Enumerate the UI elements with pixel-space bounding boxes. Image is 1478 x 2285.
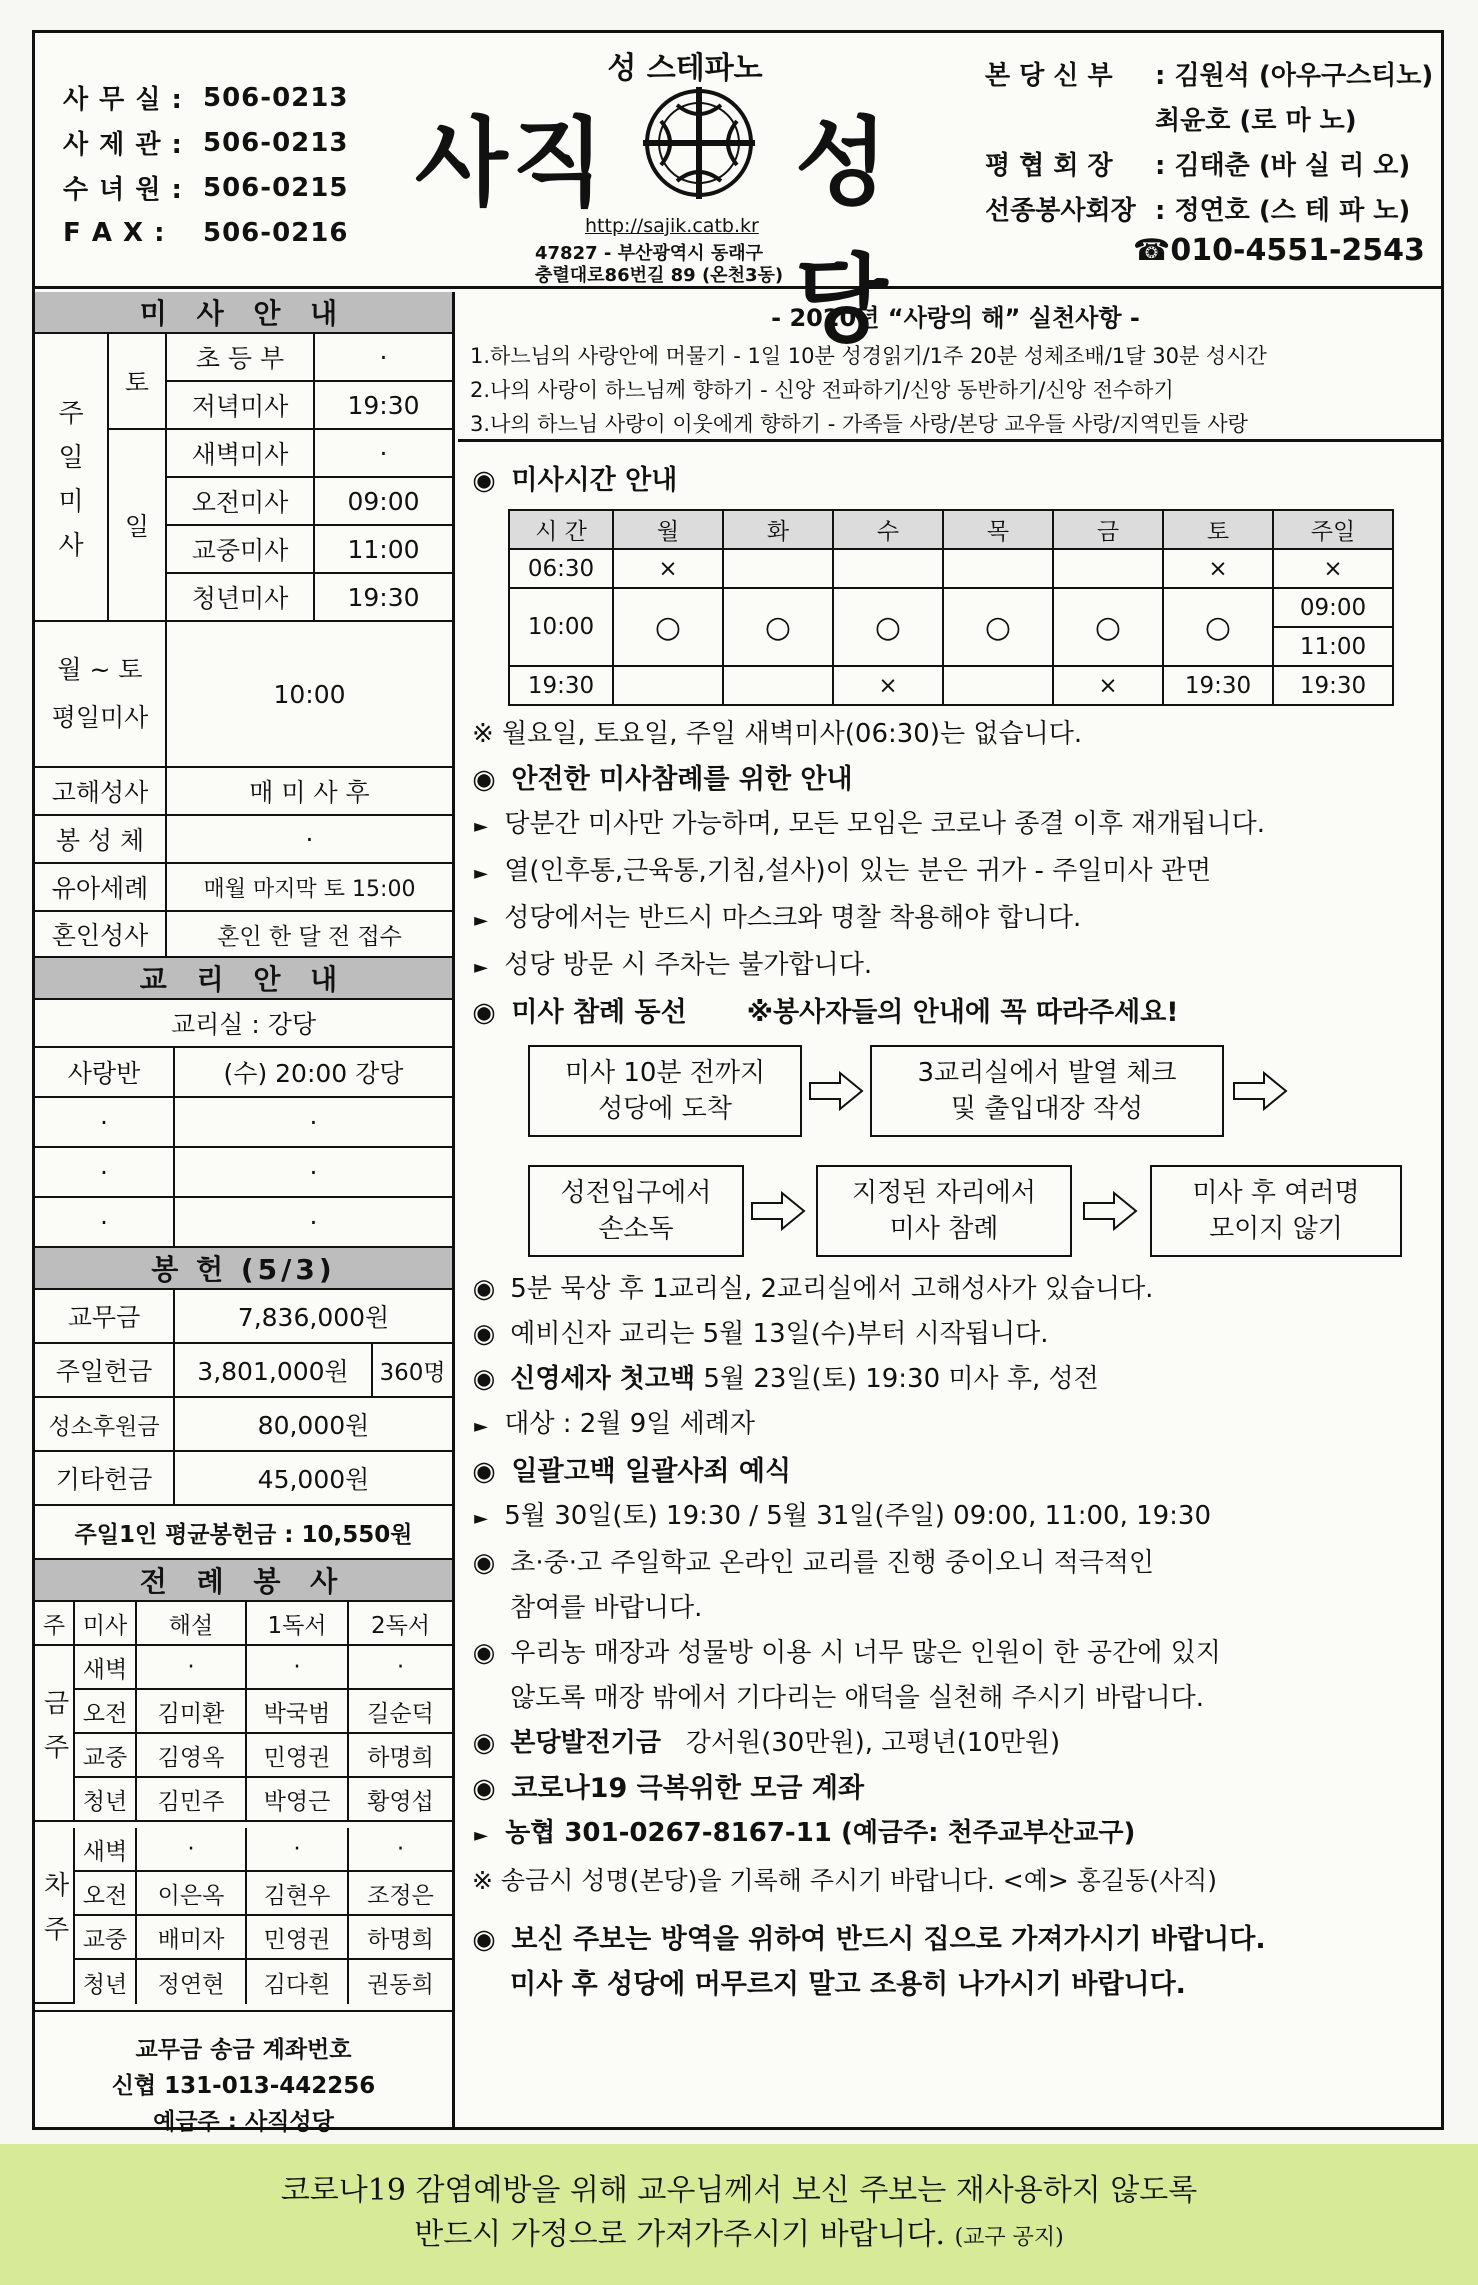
store-notice: ◉ 우리농 매장과 성물방 이용 시 너무 많은 인원이 한 공간에 있지	[466, 1631, 1441, 1676]
mass-name: 오전미사	[167, 478, 315, 526]
church-name-left: 사직	[415, 107, 609, 219]
offering-grid	[35, 1290, 452, 1560]
triangle-right-icon: ►	[474, 910, 488, 931]
offering-name: 교무금	[35, 1290, 175, 1344]
liturgy-cell: 배미자	[137, 1916, 247, 1960]
liturgy-cell: 황영섭	[349, 1778, 452, 1822]
triangle-right-icon: ►	[474, 816, 488, 837]
mass-name: 저녁미사	[167, 382, 315, 430]
service-name: 고해성사	[35, 768, 167, 816]
practice-box	[458, 292, 1441, 442]
average-offering: 주일1인 평균봉헌금 : 10,550원	[74, 1521, 413, 1548]
liturgy-cell: 권동희	[367, 1971, 434, 1998]
practice-item: 2.나의 사랑이 하느님께 향하기 - 신앙 전파하기/신앙 동반하기/신앙 전수하기	[470, 378, 1174, 402]
triangle-right-icon: ►	[474, 863, 488, 884]
right-column	[458, 292, 1441, 2007]
service-value: 매월 마지막 토 15:00	[167, 864, 452, 912]
flow-diagram	[466, 1035, 1441, 1267]
flow-step-seat: 지정된 자리에서 미사 참례	[816, 1165, 1072, 1257]
triangle-right-icon: ►	[474, 957, 488, 978]
table-header-row: 시 간 월 화 수 목 금 토 주일	[509, 510, 1393, 549]
patron-saint: 성 스테파노	[607, 51, 763, 86]
bullseye-icon: ◉	[472, 1728, 496, 1758]
offering-value: 7,836,000원	[175, 1290, 452, 1344]
store-notice-2: 않도록 매장 밖에서 기다리는 애덕을 실천해 주시기 바랍니다.	[510, 1683, 1205, 1713]
flow-step-arrive: 미사 10분 전까지 성당에 도착	[528, 1045, 802, 1137]
marriage-row	[35, 912, 452, 958]
table-row: 19:30 × × 19:30 19:30	[509, 666, 1393, 705]
liturgy-cell: 정연현	[137, 1960, 247, 2004]
footer-line-1: 코로나19 감염예방을 위해 교우님께서 보신 주보는 재사용하지 않도록	[280, 2173, 1198, 2208]
liturgy-cell: 새벽	[75, 1646, 137, 1690]
liturgy-title: 전 례 봉 사	[35, 1560, 452, 1602]
first-confession-notice: ◉ 신영세자 첫고백 5월 23일(토) 19:30 미사 후, 성전	[466, 1357, 1441, 1402]
bullseye-icon: ◉	[472, 1638, 496, 1668]
mass-name: 청년미사	[167, 574, 315, 622]
service-value: 혼인 한 달 전 접수	[217, 923, 402, 950]
mass-name: 교중미사	[167, 526, 315, 574]
flow-note: ※봉사자들의 안내에 꼭 따라주세요!	[746, 997, 1179, 1028]
liturgy-cell: ·	[247, 1646, 349, 1690]
sunday-label: 일	[109, 430, 167, 622]
contact-fax: F A X : 506-0216	[63, 217, 349, 248]
liturgy-cell: 새벽	[75, 1828, 137, 1872]
safety-item: ► 당분간 미사만 가능하며, 모든 모임은 코로나 종결 이후 재개됩니다.	[466, 802, 1441, 849]
service-value: ·	[167, 816, 452, 864]
flow-step-sanitize: 성전입구에서 손소독	[528, 1165, 744, 1257]
offering-name: 기타헌금	[35, 1452, 175, 1506]
address: 47827 - 부산광역시 동래구 충렬대로86번길 89 (온천3동)	[535, 243, 784, 286]
doctrine-grid	[35, 1000, 452, 1248]
account-title: 교무금 송금 계좌번호	[135, 2037, 352, 2063]
bulletin-page	[32, 30, 1444, 2135]
sunday-school-notice: ◉ 초·중·고 주일학교 온라인 교리를 진행 중이오니 적극적인	[466, 1541, 1441, 1586]
footer-source: (교구 공지)	[954, 2225, 1064, 2250]
liturgy-cell: ·	[137, 1646, 247, 1690]
first-confession-target: ► 대상 : 2월 9일 세례자	[466, 1402, 1441, 1449]
bullseye-icon: ◉	[472, 1364, 496, 1394]
left-column	[35, 292, 455, 2135]
doctrine-class-name: ·	[35, 1098, 175, 1148]
flow-step-leave: 미사 후 여러명 모이지 않기	[1150, 1165, 1402, 1257]
general-absolution-time: ► 5월 30일(토) 19:30 / 5월 31일(주일) 09:00, 11:00, 19:30	[466, 1494, 1441, 1541]
clergy-list	[985, 51, 1433, 231]
mass-time: 11:00	[315, 526, 452, 574]
sunday-school-notice-2: 참여를 바랍니다.	[510, 1593, 703, 1623]
offering-name: 주일헌금	[35, 1344, 175, 1398]
mass-time: 09:00	[315, 478, 452, 526]
bulletin-notice: ◉ 보신 주보는 방역을 위하여 반드시 집으로 가져가시기 바랍니다.	[466, 1917, 1441, 1962]
liturgy-grid	[35, 1602, 452, 2012]
arrow-right-icon	[750, 1191, 806, 1231]
liturgy-header-cell: 주	[35, 1602, 75, 1646]
flow-step-fever-check: 3교리실에서 발열 체크 및 출입대장 작성	[870, 1045, 1224, 1137]
liturgy-cell: 박국범	[247, 1690, 349, 1734]
cross-logo-icon	[639, 83, 759, 203]
doctrine-class-time: ·	[309, 1207, 318, 1237]
liturgy-cell: 교중	[75, 1734, 137, 1778]
contact-list	[63, 75, 348, 255]
bullseye-icon: ◉	[472, 997, 496, 1028]
table-row: 06:30 × × ×	[509, 549, 1393, 588]
doctrine-class-name: 사랑반	[35, 1048, 175, 1098]
mass-time: 19:30	[315, 574, 452, 622]
triangle-right-icon: ►	[474, 1416, 488, 1437]
no-dawn-mass-note: ※ 월요일, 토요일, 주일 새벽미사(06:30)는 없습니다.	[472, 719, 1083, 749]
doctrine-class-name: ·	[35, 1148, 175, 1198]
website-link[interactable]: http://sajik.catb.kr	[585, 215, 759, 237]
triangle-right-icon: ►	[474, 1825, 488, 1846]
liturgy-cell: 김영옥	[137, 1734, 247, 1778]
safety-item: ► 열(인후통,근육통,기침,설사)이 있는 분은 귀가 - 주일미사 관면	[466, 849, 1441, 896]
arrow-right-icon	[808, 1071, 864, 1111]
contact-office: 사 무 실 : 506-0213	[63, 82, 349, 115]
offering-value: 45,000원	[175, 1452, 452, 1506]
liturgy-header-cell: 미사	[75, 1602, 137, 1646]
liturgy-header-cell: 2독서	[349, 1602, 452, 1646]
offering-name: 성소후원금	[35, 1398, 175, 1452]
doctrine-title: 교 리 안 내	[35, 958, 452, 1000]
liturgy-cell: 김현우	[247, 1872, 349, 1916]
contact-convent: 수 녀 원 : 506-0215	[63, 172, 349, 205]
practice-title: - 2020년 “사랑의 해” 실천사항 -	[771, 304, 1140, 332]
doctrine-room: 교리실 : 강당	[35, 1000, 452, 1048]
mass-time: ·	[315, 334, 452, 382]
account-number: 신협 131-013-442256	[111, 2073, 376, 2099]
liturgy-cell: 청년	[75, 1778, 137, 1822]
notices	[458, 442, 1441, 2007]
offering-title: 봉 헌 (5/3)	[35, 1248, 452, 1290]
doctrine-class-time: ·	[175, 1098, 452, 1148]
phone-number: ☎010-4551-2543	[1133, 233, 1425, 268]
liturgy-cell: ·	[247, 1828, 349, 1872]
liturgy-cell: 조정은	[349, 1872, 452, 1916]
service-name: 유아세례	[35, 864, 167, 912]
bullseye-icon: ◉	[472, 1548, 496, 1578]
mass-time-heading: ◉ 미사시간 안내	[466, 458, 1441, 503]
liturgy-cell: ·	[349, 1828, 452, 1872]
arrow-right-icon	[1232, 1071, 1288, 1111]
remittance-note: ※ 송금시 성명(본당)을 기록해 주시기 바랍니다. <예> 홍길동(사직)	[472, 1866, 1218, 1895]
church-name-right: 성당	[795, 107, 892, 356]
liturgy-cell: 교중	[75, 1916, 137, 1960]
liturgy-cell: 민영권	[247, 1916, 349, 1960]
bulletin-notice-2: 미사 후 성당에 머무르지 말고 조용히 나가시기 바랍니다.	[510, 1969, 1186, 2000]
liturgy-cell: ·	[137, 1828, 247, 1872]
safety-heading: ◉ 안전한 미사참례를 위한 안내	[466, 757, 1441, 802]
sunday-mass-label: 주 일 미 사	[35, 334, 109, 622]
triangle-right-icon: ►	[474, 1508, 488, 1529]
service-name: 혼인성사	[35, 912, 167, 956]
doctrine-class-time: ·	[175, 1148, 452, 1198]
mass-time: 19:30	[315, 382, 452, 430]
footer-line-2: 반드시 가정으로 가져가주시기 바랍니다. (교구 공지)	[414, 2217, 1064, 2252]
development-fund-notice: ◉ 본당발전기금 강서원(30만원), 고평년(10만원)	[466, 1721, 1441, 1766]
safety-item: ► 성당 방문 시 주차는 불가합니다.	[466, 943, 1441, 990]
bullseye-icon: ◉	[472, 465, 496, 496]
liturgy-week-label: 금주	[35, 1646, 75, 1822]
mass-name: 초 등 부	[167, 334, 315, 382]
weekday-mass-label: 월 ~ 토 평일미사	[35, 622, 167, 768]
liturgy-cell: 오전	[75, 1872, 137, 1916]
doctrine-class-time: (수) 20:00 강당	[175, 1048, 452, 1098]
saturday-label: 토	[109, 334, 167, 430]
bullseye-icon: ◉	[472, 1924, 496, 1955]
offering-value: 80,000원	[175, 1398, 452, 1452]
liturgy-cell: 하명희	[349, 1734, 452, 1778]
bullseye-icon: ◉	[472, 1773, 496, 1804]
clergy-assistant: 최윤호 (로 마 노)	[1155, 106, 1357, 136]
table-row: 11:00	[509, 627, 1393, 666]
practice-item: 1.하느님의 사랑안에 머물기 - 1일 10분 성경읽기/1주 20분 성체조배/1달 30분 성시간	[470, 344, 1267, 368]
mass-guide-grid	[35, 334, 452, 912]
catechumen-notice: ◉ 예비신자 교리는 5월 13일(수)부터 시작됩니다.	[466, 1312, 1441, 1357]
liturgy-cell: 오전	[75, 1690, 137, 1734]
offering-value: 3,801,000원	[175, 1344, 373, 1398]
table-row: 10:00 ○ ○ ○ ○ ○ ○ 09:00	[509, 588, 1393, 627]
bullseye-icon: ◉	[472, 1456, 496, 1487]
liturgy-week-label: 차주	[35, 1828, 75, 2004]
mass-name: 새벽미사	[167, 430, 315, 478]
liturgy-cell: 청년	[75, 1960, 137, 2004]
covid-fund-account: ► 농협 301-0267-8167-11 (예금주: 천주교부산교구)	[466, 1811, 1441, 1858]
liturgy-cell: 김미환	[137, 1690, 247, 1734]
attendance-count: 360명	[373, 1344, 452, 1398]
bullseye-icon: ◉	[472, 764, 496, 795]
bullseye-icon: ◉	[472, 1274, 496, 1304]
mass-time: ·	[315, 430, 452, 478]
weekday-mass-time: 10:00	[167, 622, 452, 768]
service-name: 봉 성 체	[35, 816, 167, 864]
clergy-council-president: 평 협 회 장 : 김태춘 (바 실 리 오)	[985, 151, 1411, 181]
account-info	[35, 2012, 452, 2140]
liturgy-header-cell: 해설	[137, 1602, 247, 1646]
clergy-funeral-president: 선종봉사회장 : 정연호 (스 테 파 노)	[985, 196, 1411, 226]
bullseye-icon: ◉	[472, 1319, 496, 1349]
covid-fund-heading: ◉ 코로나19 극복위한 모금 계좌	[466, 1766, 1441, 1811]
mass-time-table	[508, 509, 1394, 706]
liturgy-cell: 김민주	[137, 1778, 247, 1822]
liturgy-cell: 박영근	[247, 1778, 349, 1822]
liturgy-header-cell: 1독서	[247, 1602, 349, 1646]
safety-item: ► 성당에서는 반드시 마스크와 명찰 착용해야 합니다.	[466, 896, 1441, 943]
contact-rectory: 사 제 관 : 506-0213	[63, 127, 349, 160]
flow-heading: ◉ 미사 참례 동선 ※봉사자들의 안내에 꼭 따라주세요!	[466, 990, 1441, 1035]
clergy-pastor: 본 당 신 부 : 김원석 (아우구스티노)	[985, 61, 1434, 91]
practice-item: 3.나의 하느님 사랑이 이웃에게 향하기 - 가족들 사랑/본당 교우들 사랑/지역민들 사랑	[470, 412, 1248, 436]
doctrine-class-name: ·	[35, 1198, 175, 1246]
mass-guide-title: 미 사 안 내	[35, 292, 452, 334]
liturgy-cell: 김다흰	[247, 1960, 349, 2004]
service-value: 매 미 사 후	[167, 768, 452, 816]
confession-notice: ◉ 5분 묵상 후 1교리실, 2교리실에서 고해성사가 있습니다.	[466, 1267, 1441, 1312]
liturgy-cell: 이은옥	[137, 1872, 247, 1916]
liturgy-cell: 하명희	[349, 1916, 452, 1960]
arrow-right-icon	[1082, 1191, 1138, 1231]
liturgy-cell: 길순덕	[349, 1690, 452, 1734]
liturgy-cell: ·	[349, 1646, 452, 1690]
footer-banner	[0, 2144, 1478, 2285]
account-holder: 예금주 : 사직성당	[153, 2109, 334, 2135]
general-absolution-heading: ◉ 일괄고백 일괄사죄 예식	[466, 1449, 1441, 1494]
liturgy-cell: 민영권	[247, 1734, 349, 1778]
